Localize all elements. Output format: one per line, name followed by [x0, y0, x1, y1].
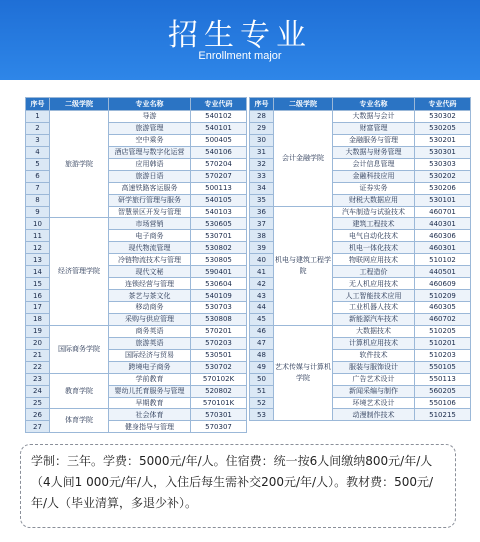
major-code: 540101	[191, 122, 247, 134]
major-code: 530808	[191, 313, 247, 325]
row-number: 53	[250, 409, 274, 421]
major-name: 会计信息管理	[333, 158, 415, 170]
row-number: 12	[26, 242, 50, 254]
major-code: 570307	[191, 421, 247, 433]
row-number: 49	[250, 361, 274, 373]
major-name: 财税大数据应用	[333, 194, 415, 206]
row-number: 2	[26, 122, 50, 134]
major-code: 540103	[191, 206, 247, 218]
major-code: 590401	[191, 266, 247, 278]
major-name: 国际经济与贸易	[109, 349, 191, 361]
major-name: 早期教育	[109, 397, 191, 409]
major-code: 530301	[415, 146, 471, 158]
row-number: 14	[26, 266, 50, 278]
row-number: 8	[26, 194, 50, 206]
row-number: 20	[26, 337, 50, 349]
row-number: 3	[26, 134, 50, 146]
major-code: 540109	[191, 290, 247, 302]
major-code: 550105	[415, 361, 471, 373]
row-number: 44	[250, 302, 274, 314]
major-code: 530501	[191, 349, 247, 361]
major-name: 金融服务与管理	[333, 134, 415, 146]
major-code: 510215	[415, 409, 471, 421]
major-name: 人工智能技术应用	[333, 290, 415, 302]
major-name: 大数据与会计	[333, 111, 415, 123]
row-number: 5	[26, 158, 50, 170]
major-name: 婴幼儿托育服务与管理	[109, 385, 191, 397]
major-code: 530205	[415, 122, 471, 134]
major-code: 570101K	[191, 397, 247, 409]
major-name: 连锁经营与管理	[109, 278, 191, 290]
table-body-right	[250, 111, 471, 421]
row-number: 30	[250, 134, 274, 146]
row-number: 28	[250, 111, 274, 123]
major-code: 530201	[415, 134, 471, 146]
major-code: 510205	[415, 325, 471, 337]
row-number: 26	[26, 409, 50, 421]
major-name: 电子商务	[109, 230, 191, 242]
row-number: 25	[26, 397, 50, 409]
row-number: 6	[26, 170, 50, 182]
page-title: 招生专业	[168, 18, 312, 53]
row-number: 21	[26, 349, 50, 361]
majors-tables	[25, 97, 470, 431]
row-number: 9	[26, 206, 50, 218]
major-code: 460305	[415, 302, 471, 314]
table-row	[26, 111, 247, 123]
major-code: 510203	[415, 349, 471, 361]
major-code: 500113	[191, 182, 247, 194]
major-code: 530303	[415, 158, 471, 170]
major-name: 研学旅行管理与服务	[109, 194, 191, 206]
row-number: 27	[26, 421, 50, 433]
major-name: 现代文秘	[109, 266, 191, 278]
school-name: 体育学院	[50, 409, 109, 433]
row-number: 40	[250, 254, 274, 266]
major-name: 社会体育	[109, 409, 191, 421]
row-number: 24	[26, 385, 50, 397]
row-number: 23	[26, 373, 50, 385]
major-code: 570201	[191, 325, 247, 337]
major-code: 460609	[415, 278, 471, 290]
major-name: 服装与服饰设计	[333, 361, 415, 373]
row-number: 29	[250, 122, 274, 134]
major-code: 560205	[415, 385, 471, 397]
major-code: 530101	[415, 194, 471, 206]
col-header-no: 序号	[26, 98, 50, 111]
col-header-no: 序号	[250, 98, 274, 111]
major-name: 财富管理	[333, 122, 415, 134]
majors-table-right	[249, 97, 471, 421]
major-code: 540105	[191, 194, 247, 206]
row-number: 19	[26, 325, 50, 337]
row-number: 35	[250, 194, 274, 206]
major-code: 540102	[191, 111, 247, 123]
major-code: 510102	[415, 254, 471, 266]
major-name: 商务英语	[109, 325, 191, 337]
row-number: 18	[26, 313, 50, 325]
table-body-left	[26, 111, 247, 433]
row-number: 42	[250, 278, 274, 290]
major-code: 510201	[415, 337, 471, 349]
row-number: 50	[250, 373, 274, 385]
major-name: 汽车制造与试验技术	[333, 206, 415, 218]
fee-note: 学制：三年。学费：5000元/年/人。住宿费：统一按6人间缴纳800元/年/人（4人间1 000元/年/人，入住后每生需补交200元/年/人）。教材费：500元/年/人（毕业清算，多退少补）。	[20, 444, 456, 528]
major-name: 酒店管理与数字化运营	[109, 146, 191, 158]
col-header-code: 专业代码	[415, 98, 471, 111]
major-name: 无人机应用技术	[333, 278, 415, 290]
row-number: 7	[26, 182, 50, 194]
major-code: 570207	[191, 170, 247, 182]
major-code: 460702	[415, 313, 471, 325]
school-name: 国际商务学院	[50, 325, 109, 373]
major-code: 530802	[191, 242, 247, 254]
major-name: 新能源汽车技术	[333, 313, 415, 325]
major-code: 460701	[415, 206, 471, 218]
major-name: 智慧景区开发与管理	[109, 206, 191, 218]
col-header-major: 专业名称	[109, 98, 191, 111]
major-code: 530605	[191, 218, 247, 230]
major-name: 工程造价	[333, 266, 415, 278]
major-name: 环境艺术设计	[333, 397, 415, 409]
school-name: 教育学院	[50, 373, 109, 409]
row-number: 15	[26, 278, 50, 290]
row-number: 47	[250, 337, 274, 349]
major-code: 460306	[415, 230, 471, 242]
major-code: 460301	[415, 242, 471, 254]
row-number: 22	[26, 361, 50, 373]
major-code: 530701	[191, 230, 247, 242]
major-code: 530202	[415, 170, 471, 182]
row-number: 46	[250, 325, 274, 337]
major-name: 广告艺术设计	[333, 373, 415, 385]
school-name: 旅游学院	[50, 111, 109, 218]
major-name: 应用韩语	[109, 158, 191, 170]
table-row	[26, 373, 247, 385]
row-number: 36	[250, 206, 274, 218]
page-subtitle: Enrollment major	[198, 50, 282, 62]
row-number: 41	[250, 266, 274, 278]
major-name: 大数据技术	[333, 325, 415, 337]
major-name: 市场营销	[109, 218, 191, 230]
row-number: 10	[26, 218, 50, 230]
major-name: 新闻采编与制作	[333, 385, 415, 397]
banner	[0, 0, 480, 80]
major-code: 570203	[191, 337, 247, 349]
major-name: 学前教育	[109, 373, 191, 385]
major-name: 动漫制作技术	[333, 409, 415, 421]
major-name: 计算机应用技术	[333, 337, 415, 349]
major-code: 440501	[415, 266, 471, 278]
row-number: 52	[250, 397, 274, 409]
major-name: 软件技术	[333, 349, 415, 361]
major-code: 570204	[191, 158, 247, 170]
major-code: 530702	[191, 361, 247, 373]
school-name: 经济管理学院	[50, 218, 109, 325]
major-name: 茶艺与茶文化	[109, 290, 191, 302]
major-code: 550113	[415, 373, 471, 385]
row-number: 51	[250, 385, 274, 397]
table-row	[250, 325, 471, 337]
school-name: 会计金融学院	[274, 111, 333, 207]
major-code: 550106	[415, 397, 471, 409]
major-code: 540106	[191, 146, 247, 158]
major-code: 530604	[191, 278, 247, 290]
table-row	[26, 409, 247, 421]
major-code: 530302	[415, 111, 471, 123]
row-number: 17	[26, 302, 50, 314]
col-header-code: 专业代码	[191, 98, 247, 111]
major-name: 电气自动化技术	[333, 230, 415, 242]
major-name: 金融科技应用	[333, 170, 415, 182]
row-number: 4	[26, 146, 50, 158]
major-name: 旅游日语	[109, 170, 191, 182]
major-name: 旅游英语	[109, 337, 191, 349]
major-name: 健身指导与管理	[109, 421, 191, 433]
major-code: 530206	[415, 182, 471, 194]
row-number: 11	[26, 230, 50, 242]
major-code: 500405	[191, 134, 247, 146]
row-number: 1	[26, 111, 50, 123]
row-number: 45	[250, 313, 274, 325]
major-code: 530805	[191, 254, 247, 266]
row-number: 13	[26, 254, 50, 266]
school-name: 机电与建筑工程学院	[274, 206, 333, 325]
major-name: 冷链物流技术与管理	[109, 254, 191, 266]
major-name: 现代物流管理	[109, 242, 191, 254]
school-name: 艺术传媒与计算机学院	[274, 325, 333, 421]
major-name: 物联网应用技术	[333, 254, 415, 266]
major-name: 工业机器人技术	[333, 302, 415, 314]
row-number: 38	[250, 230, 274, 242]
major-name: 跨境电子商务	[109, 361, 191, 373]
table-row	[250, 206, 471, 218]
major-name: 旅游管理	[109, 122, 191, 134]
major-code: 570301	[191, 409, 247, 421]
col-header-major: 专业名称	[333, 98, 415, 111]
major-name: 大数据与财务管理	[333, 146, 415, 158]
major-code: 440301	[415, 218, 471, 230]
row-number: 39	[250, 242, 274, 254]
row-number: 31	[250, 146, 274, 158]
row-number: 16	[26, 290, 50, 302]
table-row	[250, 111, 471, 123]
major-name: 证券实务	[333, 182, 415, 194]
col-header-school: 二级学院	[50, 98, 109, 111]
major-name: 导游	[109, 111, 191, 123]
major-name: 空中乘务	[109, 134, 191, 146]
major-code: 510209	[415, 290, 471, 302]
table-row	[26, 218, 247, 230]
major-name: 机电一体化技术	[333, 242, 415, 254]
major-name: 移动商务	[109, 302, 191, 314]
major-name: 采购与供应管理	[109, 313, 191, 325]
majors-table-left	[25, 97, 247, 433]
major-code: 530703	[191, 302, 247, 314]
major-code: 520802	[191, 385, 247, 397]
row-number: 32	[250, 158, 274, 170]
table-row	[26, 325, 247, 337]
row-number: 37	[250, 218, 274, 230]
major-code: 570102K	[191, 373, 247, 385]
row-number: 43	[250, 290, 274, 302]
major-name: 高速铁路客运服务	[109, 182, 191, 194]
row-number: 33	[250, 170, 274, 182]
major-name: 建筑工程技术	[333, 218, 415, 230]
row-number: 34	[250, 182, 274, 194]
row-number: 48	[250, 349, 274, 361]
col-header-school: 二级学院	[274, 98, 333, 111]
